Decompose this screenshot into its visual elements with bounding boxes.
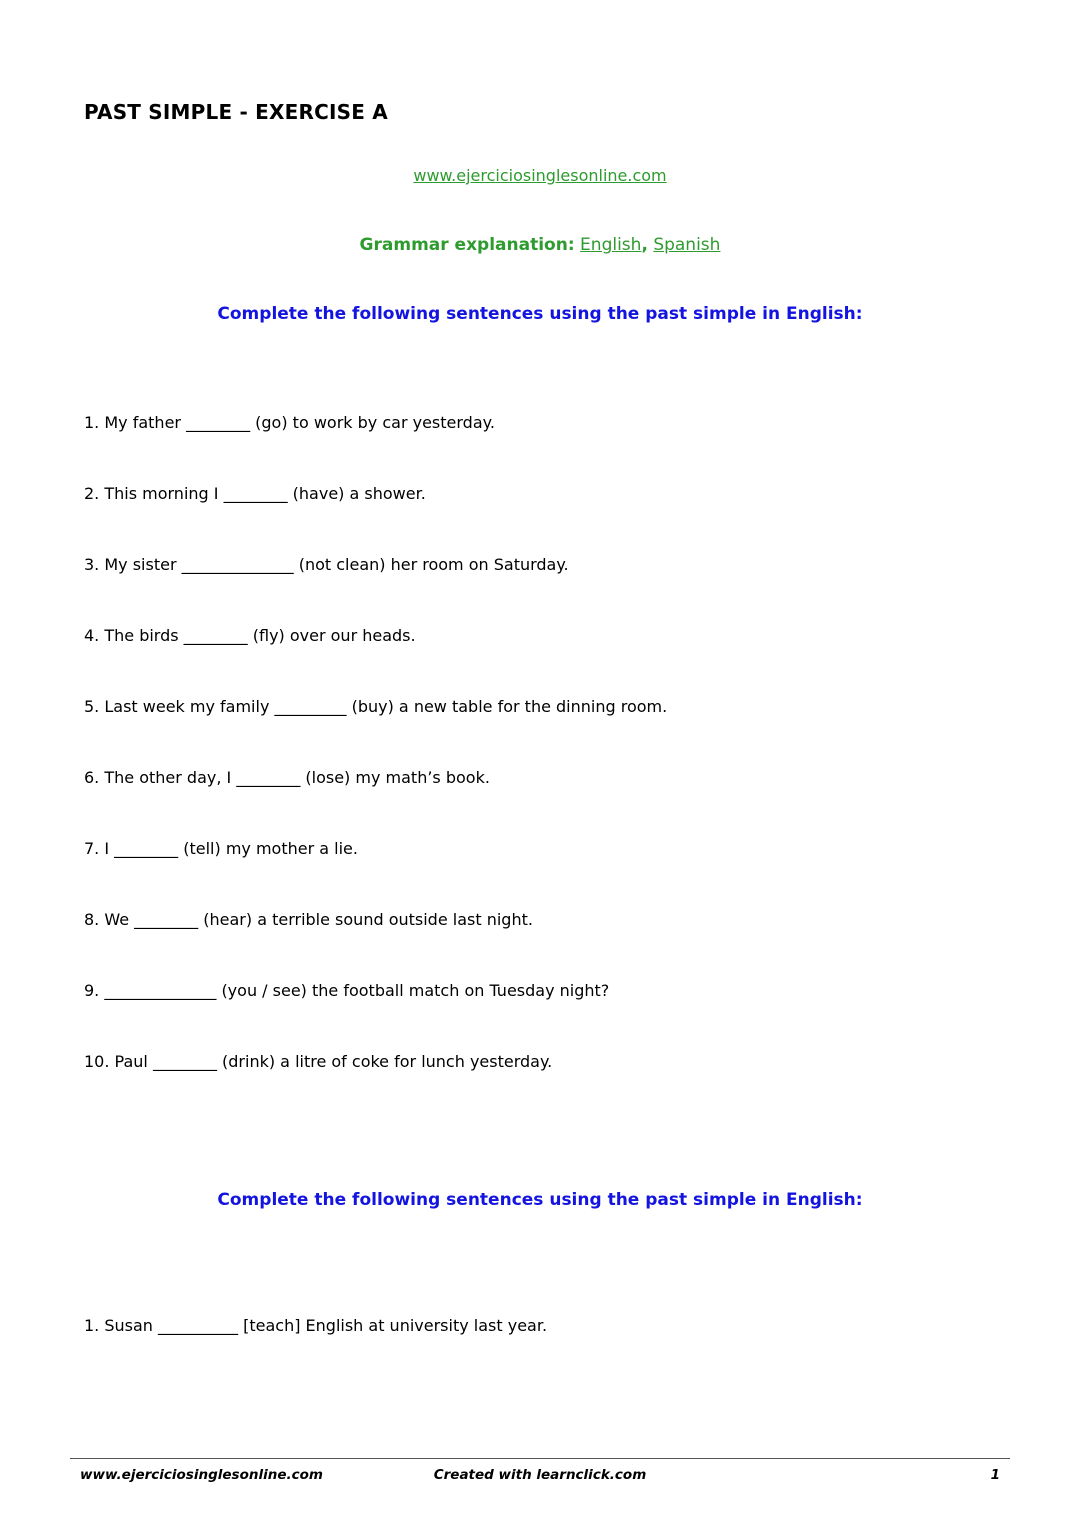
sentence-3: 3. My sister ______________ (not clean) her room on Saturday. (84, 555, 569, 574)
sentence-10: 10. Paul ________ (drink) a litre of coke for lunch yesterday. (84, 1052, 553, 1071)
grammar-english-link[interactable]: English (580, 235, 642, 255)
footer-website: www.ejerciciosinglesonline.com (80, 1467, 323, 1483)
footer-page-number: 1 (990, 1467, 1000, 1483)
grammar-label: Grammar explanation: (359, 235, 575, 255)
sentence-4: 4. The birds ________ (fly) over our heads. (84, 626, 416, 645)
section-2-heading: Complete the following sentences using the past simple in English: (217, 1190, 863, 1210)
grammar-spanish-link[interactable]: Spanish (653, 235, 721, 255)
website-link[interactable]: www.ejerciciosinglesonline.com (413, 166, 667, 185)
page-title: PAST SIMPLE - EXERCISE A (84, 100, 388, 124)
section-1-heading: Complete the following sentences using the past simple in English: (217, 304, 863, 324)
sentence-1: 1. My father ________ (go) to work by car yesterday. (84, 413, 495, 432)
footer-created-with: Created with learnclick.com (433, 1467, 647, 1483)
sentence-5: 5. Last week my family _________ (buy) a new table for the dinning room. (84, 697, 668, 716)
sentence-8: 8. We ________ (hear) a terrible sound outside last night. (84, 910, 533, 929)
sentence-6: 6. The other day, I ________ (lose) my math’s book. (84, 768, 490, 787)
sentence-9: 9. ______________ (you / see) the football match on Tuesday night? (84, 981, 610, 1000)
footer-row (80, 1467, 1000, 1483)
sentence-7: 7. I ________ (tell) my mother a lie. (84, 839, 358, 858)
grammar-separator: , (641, 235, 648, 255)
website-link-line (84, 166, 996, 185)
grammar-explanation-line (84, 235, 996, 255)
sentence-2: 2. This morning I ________ (have) a shower. (84, 484, 426, 503)
page-footer (70, 1458, 1010, 1483)
section-2-sentence-1: 1. Susan __________ [teach] English at university last year. (84, 1316, 548, 1335)
